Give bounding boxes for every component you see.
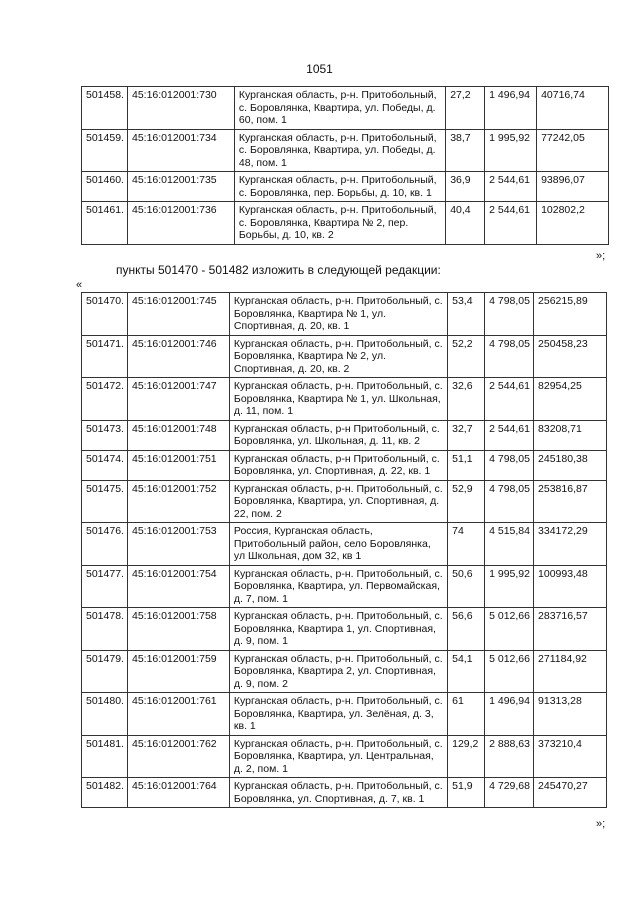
item-number-cell: 501475. (82, 480, 128, 523)
cadastral-number-cell: 45:16:012001:734 (127, 129, 234, 172)
area-cell: 129,2 (448, 735, 485, 778)
value-cell: 83208,71 (534, 420, 607, 450)
address-cell: Курганская область, р-н. Притобольный, с. Боровлянка, Квартира, ул. Победы, д. 48, пом. 1 (234, 129, 445, 172)
table-row (82, 480, 607, 523)
item-number-cell: 501480. (82, 693, 128, 736)
instruction-text: пункты 501470 - 501482 изложить в следующей редакции: (116, 263, 441, 277)
item-number-cell: 501477. (82, 565, 128, 608)
address-cell: Курганская область, р-н Притобольный, с. Боровлянка, ул. Школьная, д. 11, кв. 2 (229, 420, 447, 450)
table-row (82, 293, 607, 336)
area-cell: 56,6 (448, 608, 485, 651)
area-cell: 53,4 (448, 293, 485, 336)
address-cell: Курганская область, р-н. Притобольный, с. Боровлянка, Квартира, ул. Спортивная, д. 22, пом. 2 (229, 480, 447, 523)
rate-cell: 4 515,84 (485, 523, 534, 566)
cadastral-number-cell: 45:16:012001:761 (127, 693, 229, 736)
value-cell: 91313,28 (534, 693, 607, 736)
area-cell: 51,1 (448, 450, 485, 480)
address-cell: Курганская область, р-н. Притобольный, с. Боровлянка, Квартира, ул. Центральная, д. 2, пом. 1 (229, 735, 447, 778)
item-number-cell: 501459. (82, 129, 128, 172)
cadastral-number-cell: 45:16:012001:751 (127, 450, 229, 480)
cadastral-number-cell: 45:16:012001:754 (127, 565, 229, 608)
table-row (82, 450, 607, 480)
item-number-cell: 501458. (82, 87, 128, 130)
table-row (82, 87, 609, 130)
value-cell: 93896,07 (537, 172, 609, 202)
item-number-cell: 501481. (82, 735, 128, 778)
address-cell: Курганская область, р-н Притобольный, с. Боровлянка, ул. Спортивная, д. 22, кв. 1 (229, 450, 447, 480)
cadastral-number-cell: 45:16:012001:746 (127, 335, 229, 378)
table-row (82, 693, 607, 736)
address-cell: Курганская область, р-н. Притобольный, с. Боровлянка, пер. Борьбы, д. 10, кв. 1 (234, 172, 445, 202)
table-prev-items (81, 86, 609, 245)
rate-cell: 2 544,61 (485, 378, 534, 421)
rate-cell: 1 496,94 (485, 87, 537, 130)
table-row (82, 650, 607, 693)
table-row (82, 129, 609, 172)
rate-cell: 4 729,68 (485, 778, 534, 808)
value-cell: 250458,23 (534, 335, 607, 378)
cadastral-number-cell: 45:16:012001:762 (127, 735, 229, 778)
area-cell: 51,9 (448, 778, 485, 808)
value-cell: 283716,57 (534, 608, 607, 651)
closing-quote: »; (596, 250, 606, 262)
closing-quote: »; (596, 818, 606, 830)
rate-cell: 5 012,66 (485, 608, 534, 651)
cadastral-number-cell: 45:16:012001:736 (127, 202, 234, 245)
area-cell: 32,6 (448, 378, 485, 421)
address-cell: Россия, Курганская область, Притобольный район, село Боровлянка, ул Школьная, дом 32, кв 1 (229, 523, 447, 566)
item-number-cell: 501472. (82, 378, 128, 421)
value-cell: 40716,74 (537, 87, 609, 130)
area-cell: 52,2 (448, 335, 485, 378)
table-row (82, 172, 609, 202)
address-cell: Курганская область, р-н. Притобольный, с. Боровлянка, Квартира № 1, ул. Спортивная, д. 20, кв. 1 (229, 293, 447, 336)
opening-quote: « (76, 279, 83, 291)
cadastral-number-cell: 45:16:012001:747 (127, 378, 229, 421)
value-cell: 334172,29 (534, 523, 607, 566)
table-row (82, 202, 609, 245)
cadastral-number-cell: 45:16:012001:764 (127, 778, 229, 808)
item-number-cell: 501473. (82, 420, 128, 450)
page-number: 1051 (306, 62, 333, 76)
area-cell: 38,7 (446, 129, 485, 172)
item-number-cell: 501479. (82, 650, 128, 693)
rate-cell: 2 544,61 (485, 202, 537, 245)
cadastral-number-cell: 45:16:012001:752 (127, 480, 229, 523)
item-number-cell: 501478. (82, 608, 128, 651)
area-cell: 32,7 (448, 420, 485, 450)
table-row (82, 420, 607, 450)
address-cell: Курганская область, р-н. Притобольный, с. Боровлянка, ул. Спортивная, д. 7, кв. 1 (229, 778, 447, 808)
table-row (82, 378, 607, 421)
area-cell: 54,1 (448, 650, 485, 693)
table-row (82, 335, 607, 378)
cadastral-number-cell: 45:16:012001:753 (127, 523, 229, 566)
area-cell: 27,2 (446, 87, 485, 130)
rate-cell: 4 798,05 (485, 450, 534, 480)
area-cell: 36,9 (446, 172, 485, 202)
value-cell: 253816,87 (534, 480, 607, 523)
area-cell: 50,6 (448, 565, 485, 608)
cadastral-number-cell: 45:16:012001:745 (127, 293, 229, 336)
rate-cell: 4 798,05 (485, 293, 534, 336)
table-new-items (81, 292, 607, 808)
table-row (82, 565, 607, 608)
rate-cell: 2 544,61 (485, 172, 537, 202)
address-cell: Курганская область, р-н. Притобольный, с. Боровлянка, Квартира № 2, пер. Борьбы, д. 10, кв. 2 (234, 202, 445, 245)
address-cell: Курганская область, р-н. Притобольный, с. Боровлянка, Квартира, ул. Победы, д. 60, пом. 1 (234, 87, 445, 130)
item-number-cell: 501482. (82, 778, 128, 808)
address-cell: Курганская область, р-н. Притобольный, с. Боровлянка, Квартира 2, ул. Спортивная, д. 9, пом. 2 (229, 650, 447, 693)
cadastral-number-cell: 45:16:012001:759 (127, 650, 229, 693)
rate-cell: 4 798,05 (485, 480, 534, 523)
cadastral-number-cell: 45:16:012001:758 (127, 608, 229, 651)
area-cell: 52,9 (448, 480, 485, 523)
table-row (82, 735, 607, 778)
value-cell: 82954,25 (534, 378, 607, 421)
item-number-cell: 501474. (82, 450, 128, 480)
area-cell: 40,4 (446, 202, 485, 245)
address-cell: Курганская область, р-н. Притобольный, с. Боровлянка, Квартира № 2, ул. Спортивная, д. 20, кв. 2 (229, 335, 447, 378)
value-cell: 271184,92 (534, 650, 607, 693)
item-number-cell: 501470. (82, 293, 128, 336)
table-row (82, 523, 607, 566)
table-row (82, 608, 607, 651)
rate-cell: 5 012,66 (485, 650, 534, 693)
cadastral-number-cell: 45:16:012001:748 (127, 420, 229, 450)
cadastral-number-cell: 45:16:012001:735 (127, 172, 234, 202)
value-cell: 256215,89 (534, 293, 607, 336)
address-cell: Курганская область, р-н. Притобольный, с. Боровлянка, Квартира, ул. Первомайская, д. 7, пом. 1 (229, 565, 447, 608)
table-row (82, 778, 607, 808)
value-cell: 102802,2 (537, 202, 609, 245)
rate-cell: 1 995,92 (485, 129, 537, 172)
address-cell: Курганская область, р-н. Притобольный, с. Боровлянка, Квартира 1, ул. Спортивная, д. 9, пом. 1 (229, 608, 447, 651)
item-number-cell: 501471. (82, 335, 128, 378)
address-cell: Курганская область, р-н. Притобольный, с. Боровлянка, Квартира № 1, ул. Школьная, д. 11, пом. 1 (229, 378, 447, 421)
item-number-cell: 501476. (82, 523, 128, 566)
rate-cell: 1 995,92 (485, 565, 534, 608)
area-cell: 74 (448, 523, 485, 566)
address-cell: Курганская область, р-н. Притобольный, с. Боровлянка, Квартира, ул. Зелёная, д. 3, кв. 1 (229, 693, 447, 736)
rate-cell: 2 888,63 (485, 735, 534, 778)
cadastral-number-cell: 45:16:012001:730 (127, 87, 234, 130)
value-cell: 77242,05 (537, 129, 609, 172)
area-cell: 61 (448, 693, 485, 736)
rate-cell: 2 544,61 (485, 420, 534, 450)
item-number-cell: 501461. (82, 202, 128, 245)
value-cell: 245180,38 (534, 450, 607, 480)
value-cell: 373210,4 (534, 735, 607, 778)
rate-cell: 4 798,05 (485, 335, 534, 378)
value-cell: 245470,27 (534, 778, 607, 808)
value-cell: 100993,48 (534, 565, 607, 608)
item-number-cell: 501460. (82, 172, 128, 202)
rate-cell: 1 496,94 (485, 693, 534, 736)
